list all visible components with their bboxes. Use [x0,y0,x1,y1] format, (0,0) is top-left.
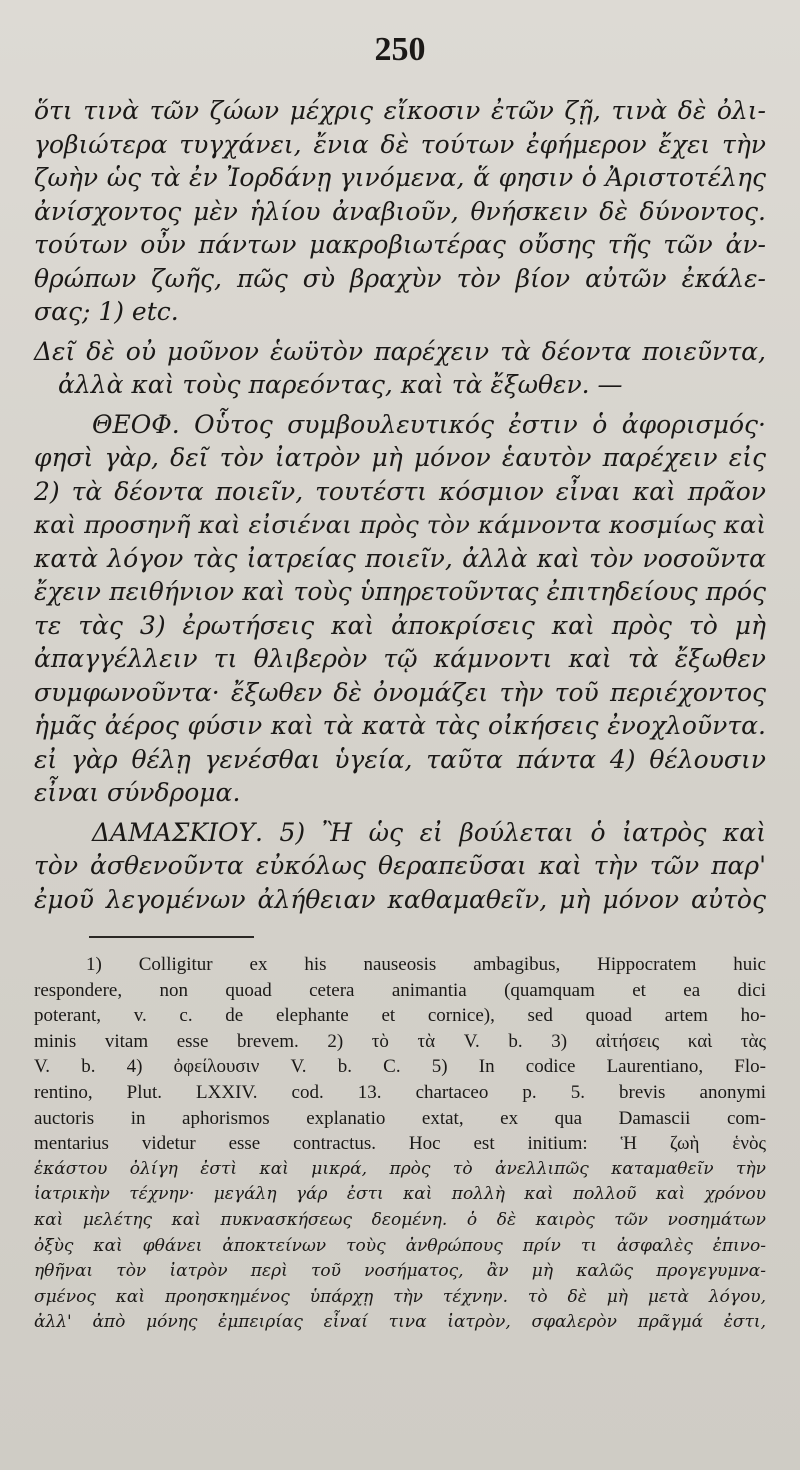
text-line: γοβιώτερα τυγχάνει, ἔνια δὲ τούτων ἐφήμερον ἔχει τὴν [34,129,766,159]
text-line: ζωὴν ὡς τὰ ἐν Ἰορδάνῃ γινόμενα, ἅ φησιν ὁ Ἀριστοτέλης [34,163,766,192]
text-line: 2) τὰ δέοντα ποιεῖν, τουτέστι κόσμιον εἶναι καὶ πρᾶον [34,476,766,506]
footnote-line: καὶ μελέτης καὶ πυκνασκήσεως δεομένη. ὁ δὲ καιρὸς τῶν νοσημάτων [34,1209,766,1230]
footnote-line: ὀξὺς καὶ φθάνει ἀποκτείνων τοὺς ἀνθρώπους πρίν τι ἀσφαλὲς ἐπινο- [34,1235,766,1256]
text-line: εἰ γὰρ θέλῃ γενέσθαι ὑγεία, ταῦτα πάντα 4) θέλουσιν [34,744,766,774]
text-line: ὅτι τινὰ τῶν ζώων μέχρις εἴκοσιν ἐτῶν ζῇ, τινὰ δὲ ὀλι- [34,96,766,125]
footnote-line: mentarius videtur esse contractus. Hoc est initium: Ἡ ζωὴ ἑνὸς [34,1133,766,1155]
commentary-heading-line: ΔΑΜΑΣΚΙΟΥ. 5) Ἢ ὡς εἰ βούλεται ὁ ἰατρὸς καὶ [92,817,766,847]
page-number: 250 [374,31,426,68]
footnote-line: ἰατρικὴν τέχνην· μεγάλη γάρ ἐστι καὶ πολλὴ καὶ πολλοῦ καὶ χρόνου [34,1184,766,1205]
aphorism-line: Δεῖ δὲ οὐ μοῦνον ἑωϋτὸν παρέχειν τὰ δέοντα ποιεῦντα, [34,336,766,366]
footnote-line: ἑκάστου ὀλίγη ἐστὶ καὶ μικρά, πρὸς τὸ ἀνελλιπῶς καταμαθεῖν τὴν [34,1158,766,1179]
footnote-line: poterant, v. c. de elephante et cornice), sed quoad artem ho- [34,1005,766,1027]
text-line: εἶναι σύνδρομα. [34,778,241,807]
text-line: ἡμᾶς ἀέρος φύσιν καὶ τὰ κατὰ τὰς οἰκήσεις ἐνοχλοῦντα. [34,711,766,740]
aphorism-line: ἀλλὰ καὶ τοὺς παρεόντας, καὶ τὰ ἔξωθεν. — [58,370,623,399]
text-line: καὶ προσηνῆ καὶ εἰσιέναι πρὸς τὸν κάμνοντα κοσμίως καὶ [34,510,766,539]
text-line: θρώπων ζωῆς, πῶς σὺ βραχὺν τὸν βίον αὐτῶν ἐκάλε- [34,263,766,293]
footnote-line: V. b. 4) ὀφείλουσιν V. b. C. 5) In codice Laurentiano, Flo- [34,1056,766,1078]
main-text [34,94,766,916]
text-line: φησὶ γὰρ, δεῖ τὸν ἰατρὸν μὴ μόνον ἑαυτὸν παρέχειν εἰς [34,443,766,472]
footnote-line: ηθῆναι τὸν ἰατρὸν περὶ τοῦ νοσήματος, ἂν μὴ καλῶς προγεγυμνα- [34,1261,766,1282]
text-line: σας; 1) etc. [34,297,179,326]
text-line: ἔχειν πειθήνιον καὶ τοὺς ὑπηρετοῦντας ἐπιτηδείους πρός [34,577,766,606]
text-line: ἀνίσχοντος μὲν ἡλίου ἀναβιοῦν, θνήσκειν δὲ δύνοντος. [34,196,766,226]
footnote-divider [89,936,254,938]
text-line: ἐμοῦ λεγομένων ἀλήθειαν καθαμαθεῖν, μὴ μόνον αὐτὸς [34,884,766,914]
footnote-line: σμένος καὶ προησκημένος ὑπάρχῃ τὴν τέχνην. τὸ δὲ μὴ μετὰ λόγου, [34,1286,766,1307]
footnote-line: auctoris in aphorismos explanatio extat, ex qua Damascii com- [34,1107,766,1129]
footnotes [34,952,766,1336]
text-line: τούτων οὖν πάντων μακροβιωτέρας οὔσης τῆς τῶν ἀν- [34,230,766,259]
text-line: συμφωνοῦντα· ἔξωθεν δὲ ὀνομάζει τὴν τοῦ περιέχοντος [34,677,766,707]
footnote-line: minis vitam esse brevem. 2) τὸ τὰ V. b. 3) αἰτήσεις καὶ τὰς [34,1030,766,1052]
footnote-line: rentino, Plut. LXXIV. cod. 13. chartaceo p. 5. brevis anonymi [34,1081,766,1103]
text-line: τε τὰς 3) ἐρωτήσεις καὶ ἀποκρίσεις καὶ πρὸς τὸ μὴ [34,610,766,640]
footnote-line: ἀλλ' ἀπὸ μόνης ἐμπειρίας εἶναί τινα ἰατρὸν, σφαλερὸν πρᾶγμά ἐστι, [34,1312,766,1333]
text-line: ἀπαγγέλλειν τι θλιβερὸν τῷ κάμνοντι καὶ τὰ ἔξωθεν [34,644,766,673]
commentary-heading-line: ΘΕΟΦ. Οὗτος συμβουλευτικός ἐστιν ὁ ἀφορισμός· [92,409,766,439]
text-line: τὸν ἀσθενοῦντα εὐκόλως θεραπεῦσαι καὶ τὴν τῶν παρ' [34,851,766,880]
text-line: κατὰ λόγον τὰς ἰατρείας ποιεῖν, ἀλλὰ καὶ τὸν νοσοῦντα [34,543,766,573]
footnote-line: 1) Colligitur ex his nauseosis ambagibus, Hippocratem huic [86,954,766,975]
footnote-line: respondere, non quoad cetera animantia (quamquam et ea dici [34,979,766,1001]
